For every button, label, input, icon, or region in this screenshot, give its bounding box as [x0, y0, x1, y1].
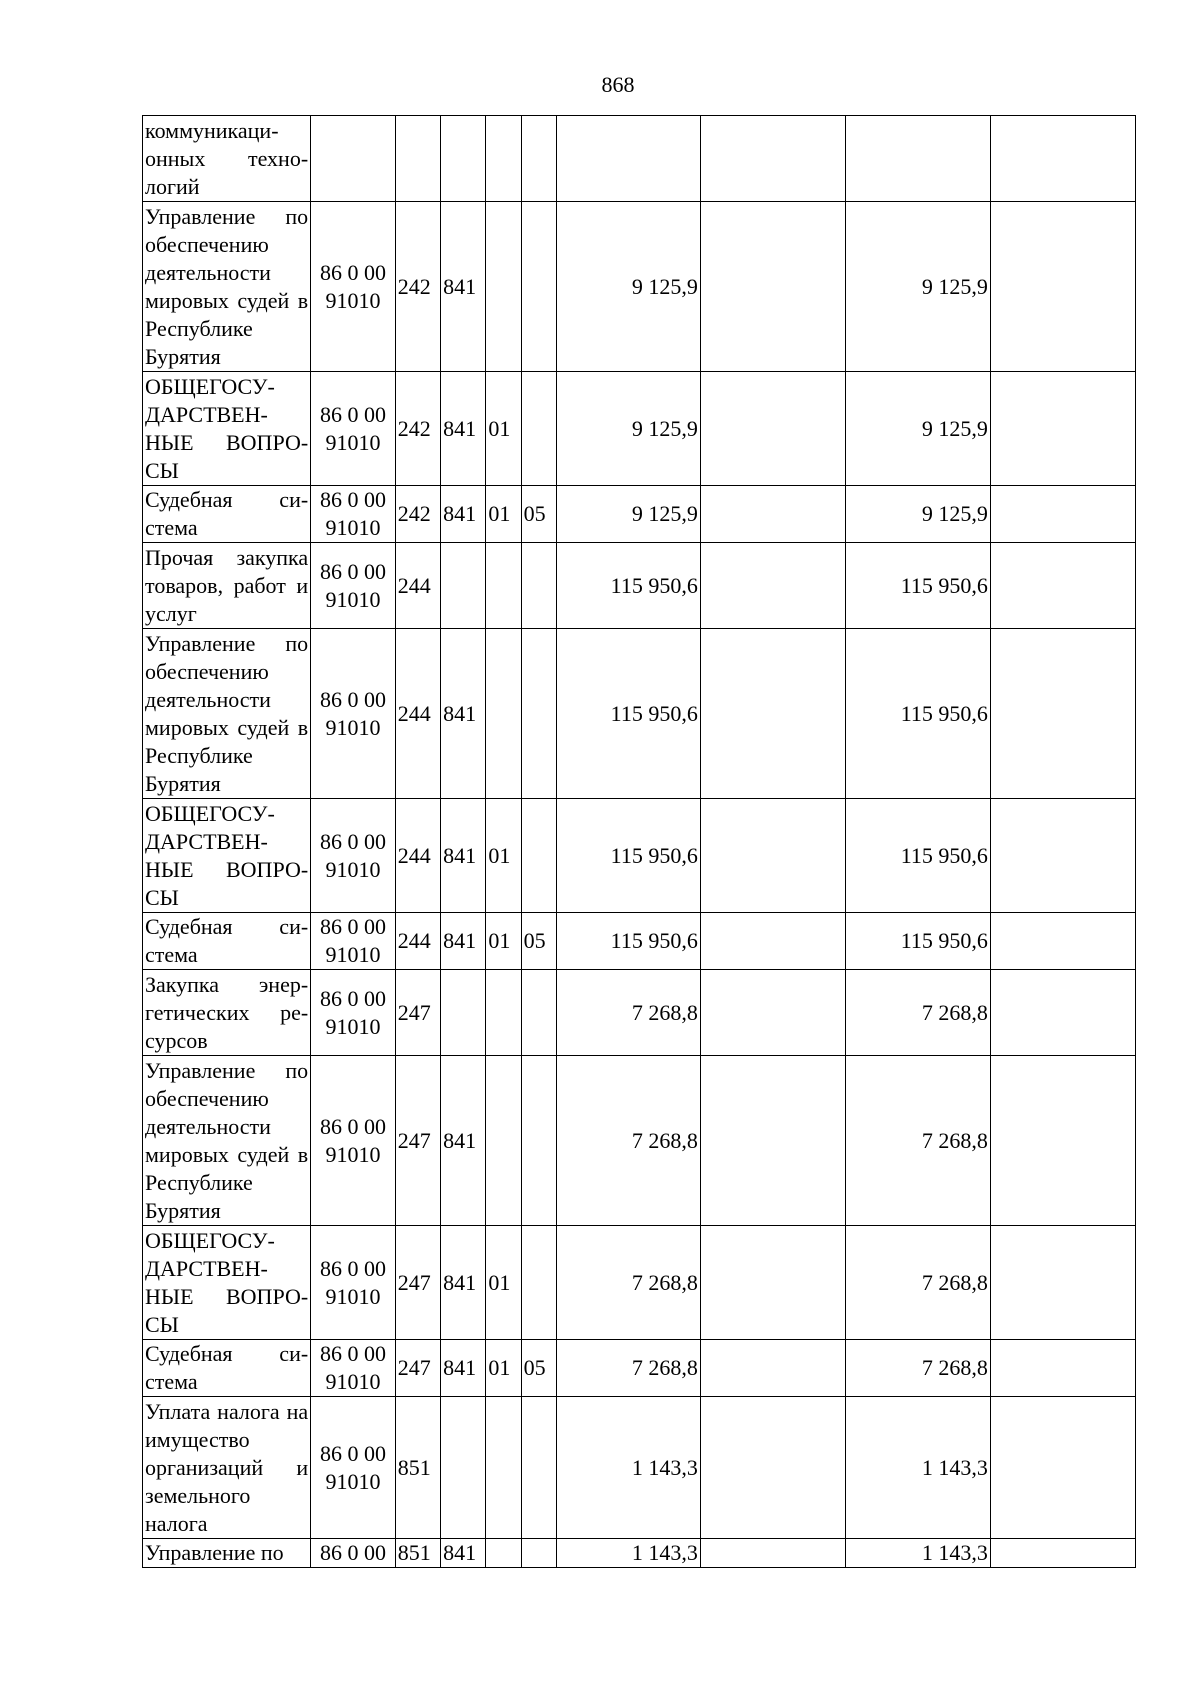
amount-a-cell: 115 950,6	[556, 543, 700, 629]
table-row	[143, 1397, 1136, 1539]
grbs-cell: 841	[441, 629, 486, 799]
row-name-cell: коммуникаци-онных техно-логий	[143, 116, 311, 202]
amount-a-cell: 7 268,8	[556, 970, 700, 1056]
subsection-cell	[521, 1056, 556, 1226]
row-name-cell: Закупка энер-гетических ре-сурсов	[143, 970, 311, 1056]
subsection-cell	[521, 202, 556, 372]
row-name-cell: ОБЩЕГОСУ-ДАРСТВЕН-НЫЕ ВОПРО-СЫ	[143, 372, 311, 486]
amount-d-cell	[990, 913, 1135, 970]
section-cell: 01	[486, 799, 521, 913]
expense-type-cell: 247	[395, 1056, 440, 1226]
amount-b-cell	[700, 1340, 845, 1397]
subsection-cell	[521, 970, 556, 1056]
table-row	[143, 799, 1136, 913]
row-name-cell: Судебная си-стема	[143, 913, 311, 970]
amount-c-cell: 9 125,9	[845, 372, 990, 486]
amount-b-cell	[700, 1539, 845, 1568]
csr-code-cell: 86 0 00	[311, 1539, 396, 1568]
amount-a-cell: 115 950,6	[556, 799, 700, 913]
csr-code-cell: 86 0 00 91010	[311, 202, 396, 372]
amount-c-cell: 115 950,6	[845, 543, 990, 629]
expense-type-cell: 244	[395, 543, 440, 629]
amount-a-cell: 1 143,3	[556, 1539, 700, 1568]
amount-d-cell	[990, 116, 1135, 202]
row-name-cell: ОБЩЕГОСУ-ДАРСТВЕН-НЫЕ ВОПРО-СЫ	[143, 799, 311, 913]
section-cell	[486, 202, 521, 372]
row-name-cell: Судебная си-стема	[143, 486, 311, 543]
section-cell: 01	[486, 1226, 521, 1340]
amount-a-cell: 115 950,6	[556, 629, 700, 799]
grbs-cell: 841	[441, 1340, 486, 1397]
csr-code-cell: 86 0 00 91010	[311, 799, 396, 913]
grbs-cell: 841	[441, 1539, 486, 1568]
table-row	[143, 1340, 1136, 1397]
csr-code-cell: 86 0 00 91010	[311, 486, 396, 543]
expense-type-cell: 244	[395, 913, 440, 970]
table-row	[143, 202, 1136, 372]
grbs-cell	[441, 116, 486, 202]
row-name-cell: Уплата налога на имущество организаций и земельного налога	[143, 1397, 311, 1539]
amount-a-cell: 7 268,8	[556, 1056, 700, 1226]
amount-a-cell: 1 143,3	[556, 1397, 700, 1539]
section-cell	[486, 116, 521, 202]
expense-type-cell: 242	[395, 372, 440, 486]
expense-type-cell: 242	[395, 202, 440, 372]
amount-b-cell	[700, 372, 845, 486]
section-cell: 01	[486, 486, 521, 543]
grbs-cell: 841	[441, 202, 486, 372]
grbs-cell: 841	[441, 913, 486, 970]
section-cell	[486, 629, 521, 799]
amount-d-cell	[990, 1340, 1135, 1397]
amount-a-cell	[556, 116, 700, 202]
grbs-cell: 841	[441, 486, 486, 543]
section-cell	[486, 1056, 521, 1226]
expense-type-cell: 242	[395, 486, 440, 543]
grbs-cell: 841	[441, 372, 486, 486]
amount-c-cell	[845, 116, 990, 202]
amount-c-cell: 7 268,8	[845, 1340, 990, 1397]
table-row	[143, 913, 1136, 970]
subsection-cell	[521, 1539, 556, 1568]
section-cell	[486, 543, 521, 629]
section-cell	[486, 970, 521, 1056]
section-cell: 01	[486, 913, 521, 970]
amount-b-cell	[700, 799, 845, 913]
table-row	[143, 116, 1136, 202]
amount-c-cell: 115 950,6	[845, 799, 990, 913]
expense-type-cell: 851	[395, 1539, 440, 1568]
subsection-cell	[521, 1226, 556, 1340]
table-row	[143, 486, 1136, 543]
amount-a-cell: 115 950,6	[556, 913, 700, 970]
csr-code-cell: 86 0 00 91010	[311, 1340, 396, 1397]
table-body	[143, 116, 1136, 1568]
amount-a-cell: 9 125,9	[556, 202, 700, 372]
row-name-cell: Судебная си-стема	[143, 1340, 311, 1397]
amount-d-cell	[990, 1226, 1135, 1340]
amount-b-cell	[700, 629, 845, 799]
row-name-cell: Управление по	[143, 1539, 311, 1568]
amount-b-cell	[700, 913, 845, 970]
section-cell: 01	[486, 1340, 521, 1397]
amount-d-cell	[990, 372, 1135, 486]
amount-a-cell: 9 125,9	[556, 486, 700, 543]
grbs-cell: 841	[441, 1056, 486, 1226]
subsection-cell	[521, 116, 556, 202]
grbs-cell: 841	[441, 799, 486, 913]
expense-type-cell: 247	[395, 1226, 440, 1340]
section-cell	[486, 1397, 521, 1539]
expense-type-cell: 247	[395, 1340, 440, 1397]
subsection-cell	[521, 543, 556, 629]
table-row	[143, 970, 1136, 1056]
amount-a-cell: 7 268,8	[556, 1226, 700, 1340]
csr-code-cell: 86 0 00 91010	[311, 543, 396, 629]
amount-d-cell	[990, 486, 1135, 543]
amount-b-cell	[700, 543, 845, 629]
csr-code-cell: 86 0 00 91010	[311, 1056, 396, 1226]
csr-code-cell: 86 0 00 91010	[311, 1226, 396, 1340]
amount-c-cell: 1 143,3	[845, 1539, 990, 1568]
csr-code-cell: 86 0 00 91010	[311, 629, 396, 799]
amount-b-cell	[700, 202, 845, 372]
table-row	[143, 1226, 1136, 1340]
csr-code-cell: 86 0 00 91010	[311, 970, 396, 1056]
table-row	[143, 543, 1136, 629]
row-name-cell: Управление по обеспечению деятельности мировых судей в Республике Бурятия	[143, 202, 311, 372]
amount-b-cell	[700, 486, 845, 543]
subsection-cell: 05	[521, 1340, 556, 1397]
amount-b-cell	[700, 1226, 845, 1340]
amount-b-cell	[700, 1397, 845, 1539]
table-row	[143, 1056, 1136, 1226]
expense-type-cell: 244	[395, 799, 440, 913]
amount-c-cell: 9 125,9	[845, 486, 990, 543]
table-row	[143, 629, 1136, 799]
amount-a-cell: 7 268,8	[556, 1340, 700, 1397]
grbs-cell	[441, 543, 486, 629]
amount-d-cell	[990, 202, 1135, 372]
row-name-cell: Управление по обеспечению деятельности мировых судей в Республике Бурятия	[143, 629, 311, 799]
csr-code-cell	[311, 116, 396, 202]
subsection-cell	[521, 799, 556, 913]
expense-type-cell: 244	[395, 629, 440, 799]
amount-b-cell	[700, 970, 845, 1056]
amount-b-cell	[700, 1056, 845, 1226]
expense-type-cell: 247	[395, 970, 440, 1056]
csr-code-cell: 86 0 00 91010	[311, 913, 396, 970]
expense-type-cell: 851	[395, 1397, 440, 1539]
amount-d-cell	[990, 1539, 1135, 1568]
row-name-cell: Прочая закупка товаров, работ и услуг	[143, 543, 311, 629]
amount-a-cell: 9 125,9	[556, 372, 700, 486]
subsection-cell	[521, 1397, 556, 1539]
amount-c-cell: 7 268,8	[845, 1226, 990, 1340]
amount-c-cell: 115 950,6	[845, 913, 990, 970]
grbs-cell	[441, 970, 486, 1056]
budget-table	[142, 115, 1136, 1568]
amount-d-cell	[990, 1056, 1135, 1226]
amount-d-cell	[990, 543, 1135, 629]
amount-d-cell	[990, 799, 1135, 913]
grbs-cell	[441, 1397, 486, 1539]
amount-b-cell	[700, 116, 845, 202]
table-row	[143, 372, 1136, 486]
subsection-cell	[521, 372, 556, 486]
subsection-cell: 05	[521, 913, 556, 970]
subsection-cell: 05	[521, 486, 556, 543]
csr-code-cell: 86 0 00 91010	[311, 1397, 396, 1539]
amount-c-cell: 9 125,9	[845, 202, 990, 372]
grbs-cell: 841	[441, 1226, 486, 1340]
row-name-cell: Управление по обеспечению деятельности мировых судей в Республике Бурятия	[143, 1056, 311, 1226]
section-cell: 01	[486, 372, 521, 486]
amount-c-cell: 115 950,6	[845, 629, 990, 799]
amount-d-cell	[990, 1397, 1135, 1539]
page-number: 868	[601, 72, 635, 97]
amount-c-cell: 1 143,3	[845, 1397, 990, 1539]
row-name-cell: ОБЩЕГОСУ-ДАРСТВЕН-НЫЕ ВОПРО-СЫ	[143, 1226, 311, 1340]
subsection-cell	[521, 629, 556, 799]
table-row	[143, 1539, 1136, 1568]
expense-type-cell	[395, 116, 440, 202]
amount-d-cell	[990, 970, 1135, 1056]
csr-code-cell: 86 0 00 91010	[311, 372, 396, 486]
amount-d-cell	[990, 629, 1135, 799]
amount-c-cell: 7 268,8	[845, 970, 990, 1056]
amount-c-cell: 7 268,8	[845, 1056, 990, 1226]
section-cell	[486, 1539, 521, 1568]
